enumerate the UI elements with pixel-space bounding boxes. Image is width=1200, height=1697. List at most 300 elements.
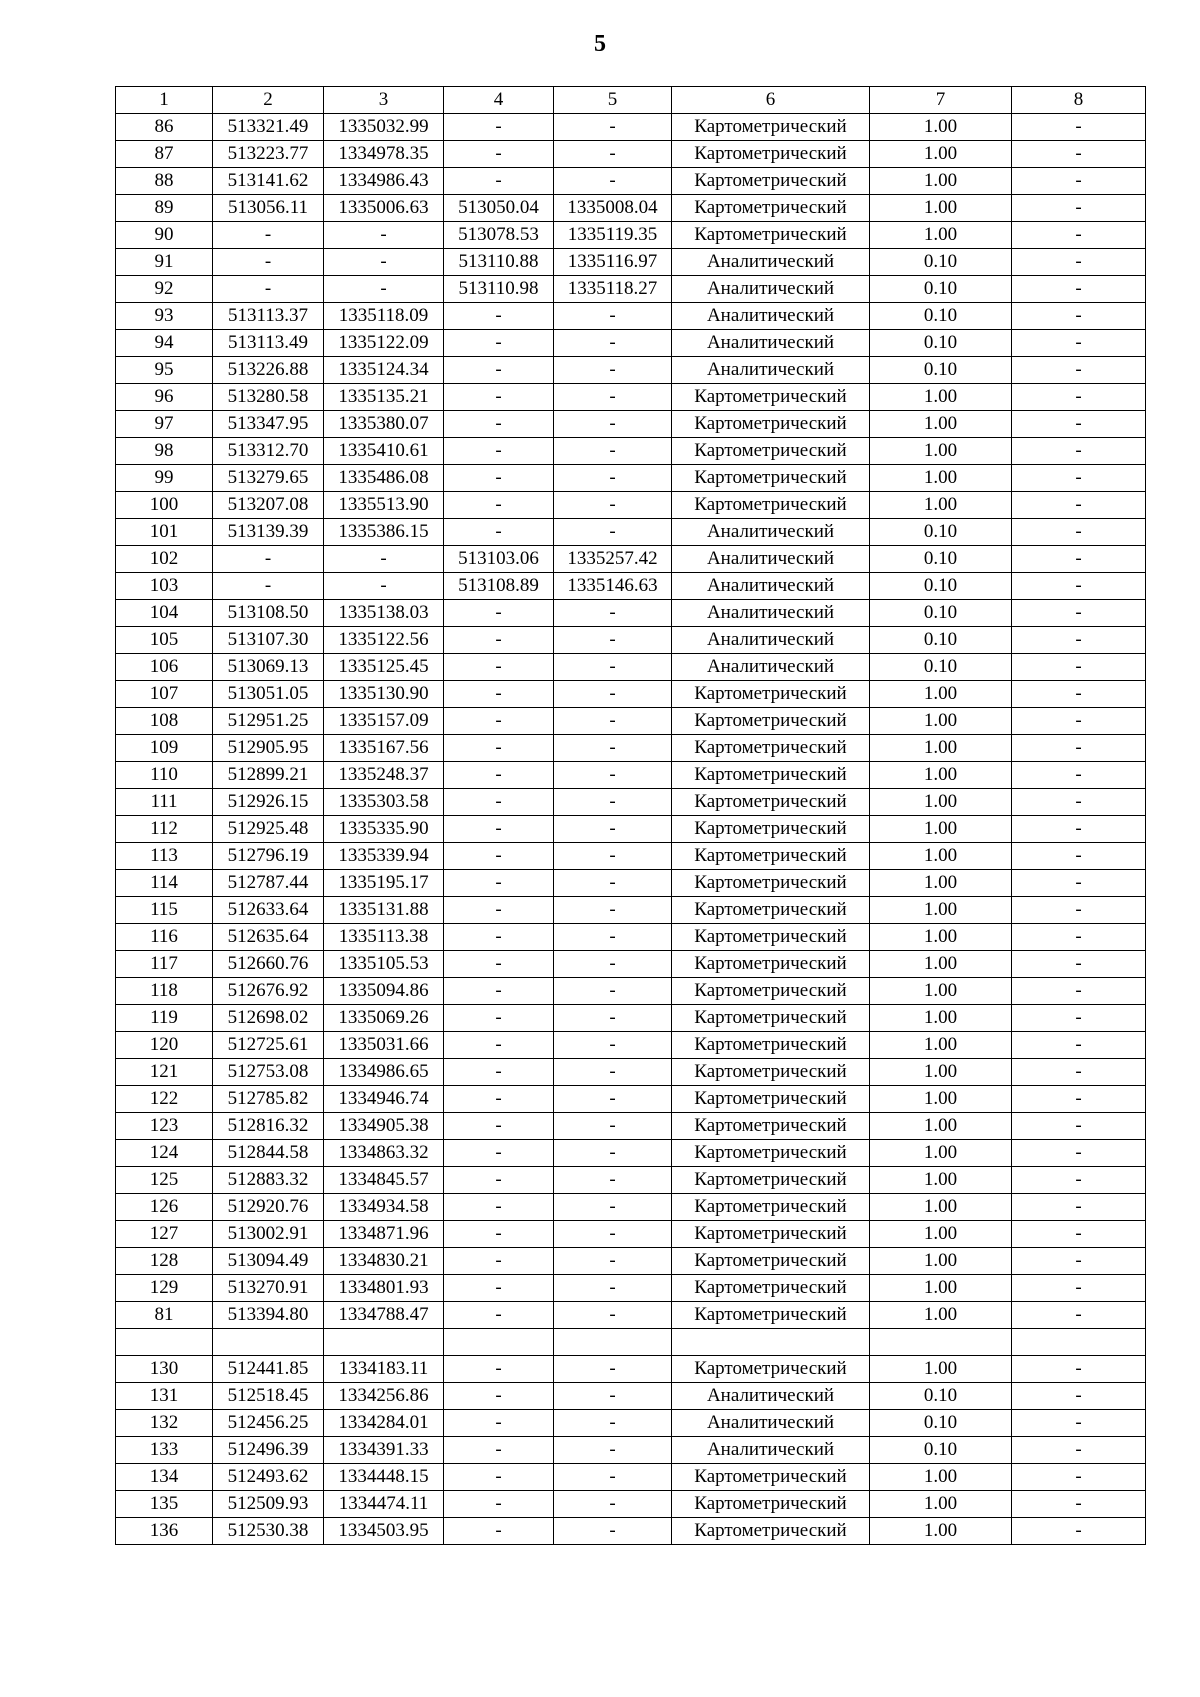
table-cell: 512633.64 [213,897,324,924]
table-cell: - [1012,924,1146,951]
table-row [116,654,1146,681]
table-cell: 1.00 [870,708,1012,735]
table-cell: 121 [116,1059,213,1086]
table-cell: 513113.49 [213,330,324,357]
table-cell: 1.00 [870,870,1012,897]
table-cell: 98 [116,438,213,465]
table-cell: 513312.70 [213,438,324,465]
table-cell: - [554,1275,672,1302]
table-cell [444,1329,554,1356]
table-cell: 97 [116,411,213,438]
table-cell: Аналитический [672,519,870,546]
table-row [116,1086,1146,1113]
table-cell: - [1012,222,1146,249]
table-cell: 129 [116,1275,213,1302]
table-cell: - [554,1491,672,1518]
table-cell: 1335119.35 [554,222,672,249]
table-cell: 0.10 [870,1410,1012,1437]
table-cell: 1335113.38 [324,924,444,951]
column-header: 1 [116,87,213,114]
table-cell: 106 [116,654,213,681]
table-cell: 512925.48 [213,816,324,843]
table-cell: 1335257.42 [554,546,672,573]
table-cell: - [554,1194,672,1221]
table-cell: 1334845.57 [324,1167,444,1194]
table-cell: Аналитический [672,276,870,303]
table-cell: - [444,681,554,708]
table-cell: 513270.91 [213,1275,324,1302]
table-cell: 119 [116,1005,213,1032]
table-row [116,843,1146,870]
table-cell: 1.00 [870,1356,1012,1383]
table-cell: 513223.77 [213,141,324,168]
table-cell: 513394.80 [213,1302,324,1329]
table-row [116,1032,1146,1059]
table-cell: Картометрический [672,168,870,195]
table-cell: 1.00 [870,1005,1012,1032]
table-cell: - [554,789,672,816]
table-cell: 1.00 [870,411,1012,438]
column-header: 8 [1012,87,1146,114]
table-cell: - [554,843,672,870]
table-row [116,789,1146,816]
table-cell: - [444,600,554,627]
table-cell: - [1012,1248,1146,1275]
table-cell: - [1012,1086,1146,1113]
column-header: 4 [444,87,554,114]
table-cell: - [444,1221,554,1248]
table-cell: - [1012,789,1146,816]
table-cell: 1335032.99 [324,114,444,141]
table-cell: - [1012,951,1146,978]
table-cell: 87 [116,141,213,168]
table-cell: - [1012,1113,1146,1140]
table-cell: 0.10 [870,357,1012,384]
table-cell: 1.00 [870,843,1012,870]
table-cell: Картометрический [672,492,870,519]
table-cell: - [1012,492,1146,519]
table-row [116,492,1146,519]
table-cell: - [554,1059,672,1086]
table-cell: - [1012,1410,1146,1437]
table-cell: 513108.50 [213,600,324,627]
table-cell: Картометрический [672,816,870,843]
table-cell: 132 [116,1410,213,1437]
table-cell [870,1329,1012,1356]
table-cell: - [444,1491,554,1518]
table-cell: - [444,924,554,951]
table-cell: - [554,141,672,168]
table-cell: Аналитический [672,1410,870,1437]
table-cell: - [444,303,554,330]
table-cell: - [1012,168,1146,195]
table-cell: Картометрический [672,1356,870,1383]
table-cell: 124 [116,1140,213,1167]
table-cell: 1335006.63 [324,195,444,222]
table-cell: Аналитический [672,1383,870,1410]
table-cell: 1335118.27 [554,276,672,303]
table-cell: - [1012,735,1146,762]
table-cell: - [554,1167,672,1194]
table-cell: - [213,546,324,573]
table-cell: - [444,1113,554,1140]
table-cell [213,1329,324,1356]
table-cell: 0.10 [870,573,1012,600]
table-row [116,735,1146,762]
table-cell: 1.00 [870,1113,1012,1140]
table-cell: 100 [116,492,213,519]
table-cell: 1334946.74 [324,1086,444,1113]
table-cell: 513321.49 [213,114,324,141]
table-cell [672,1329,870,1356]
table-cell: 1.00 [870,789,1012,816]
table-row [116,1410,1146,1437]
table-row [116,519,1146,546]
table-cell: 1335339.94 [324,843,444,870]
table-cell: - [1012,897,1146,924]
table-cell: 1335125.45 [324,654,444,681]
table-cell: Аналитический [672,600,870,627]
table-cell: - [1012,546,1146,573]
table-cell: Аналитический [672,330,870,357]
table-cell: 1.00 [870,168,1012,195]
table-cell: 513103.06 [444,546,554,573]
table-row [116,1302,1146,1329]
table-cell: - [554,1221,672,1248]
table-cell: 1334863.32 [324,1140,444,1167]
column-header: 5 [554,87,672,114]
table-cell: 512518.45 [213,1383,324,1410]
table-cell: - [554,1140,672,1167]
table-cell: 122 [116,1086,213,1113]
table-cell: - [1012,1005,1146,1032]
column-header: 2 [213,87,324,114]
table-row [116,870,1146,897]
table-cell: - [1012,978,1146,1005]
table-cell: 1.00 [870,195,1012,222]
table-cell: 1334934.58 [324,1194,444,1221]
table-cell: 513108.89 [444,573,554,600]
table-cell: 0.10 [870,276,1012,303]
table-cell: - [1012,465,1146,492]
table-cell: 1334788.47 [324,1302,444,1329]
table-cell: 105 [116,627,213,654]
table-cell: 112 [116,816,213,843]
table-cell: Аналитический [672,357,870,384]
table-cell: Картометрический [672,1491,870,1518]
table-cell: Картометрический [672,1086,870,1113]
table-cell: Картометрический [672,114,870,141]
table-cell: - [1012,1275,1146,1302]
table-cell: Картометрический [672,384,870,411]
table-cell: Аналитический [672,303,870,330]
table-cell: - [1012,1140,1146,1167]
table-cell: 1.00 [870,1248,1012,1275]
table-cell: - [554,330,672,357]
table-cell: 513139.39 [213,519,324,546]
table-cell: Картометрический [672,870,870,897]
table-cell: 1335094.86 [324,978,444,1005]
table-cell: 90 [116,222,213,249]
table-cell: - [1012,1059,1146,1086]
coordinates-table [115,86,1146,1545]
table-cell: - [554,762,672,789]
table-cell: - [444,519,554,546]
table-cell: - [1012,1194,1146,1221]
table-cell: 513141.62 [213,168,324,195]
table-cell: - [1012,1167,1146,1194]
table-row [116,1248,1146,1275]
table-cell: Картометрический [672,1005,870,1032]
table-cell: - [213,222,324,249]
table-cell: 0.10 [870,600,1012,627]
table-cell: 512883.32 [213,1167,324,1194]
table-cell: - [444,1059,554,1086]
table-cell: 1334284.01 [324,1410,444,1437]
table-cell: 1335135.21 [324,384,444,411]
table-cell: 1335008.04 [554,195,672,222]
table-cell: 135 [116,1491,213,1518]
table-cell: Аналитический [672,546,870,573]
table-cell: 1.00 [870,897,1012,924]
table-cell: 512441.85 [213,1356,324,1383]
table-cell: 512951.25 [213,708,324,735]
table-cell: - [554,627,672,654]
table-cell: 1.00 [870,816,1012,843]
table-cell: Картометрический [672,1059,870,1086]
table-cell: - [444,1167,554,1194]
table-row [116,303,1146,330]
table-cell: 1335335.90 [324,816,444,843]
table-cell: - [213,249,324,276]
table-cell: Картометрический [672,1275,870,1302]
table-cell: 1335130.90 [324,681,444,708]
table-cell: - [1012,357,1146,384]
table-cell: 512676.92 [213,978,324,1005]
table-cell: - [444,1464,554,1491]
table-cell: Картометрический [672,1248,870,1275]
table-row [116,573,1146,600]
table-cell: 110 [116,762,213,789]
table-cell: - [1012,411,1146,438]
table-cell: - [444,1518,554,1545]
table-cell: - [1012,573,1146,600]
table-cell: - [554,1032,672,1059]
table-row [116,1167,1146,1194]
table-cell: 512787.44 [213,870,324,897]
table-cell: - [444,762,554,789]
table-cell: - [213,276,324,303]
table-cell: 1335513.90 [324,492,444,519]
table-cell: - [444,897,554,924]
table-cell: 1335195.17 [324,870,444,897]
table-cell: 513078.53 [444,222,554,249]
table-cell: 1.00 [870,465,1012,492]
table-cell [1012,1329,1146,1356]
table-cell: Картометрический [672,924,870,951]
table-row [116,1329,1146,1356]
table-cell: - [1012,1491,1146,1518]
table-cell: 1334474.11 [324,1491,444,1518]
table-cell: - [554,114,672,141]
table-cell: Картометрический [672,708,870,735]
table-row [116,978,1146,1005]
table-row [116,114,1146,141]
table-cell: - [444,114,554,141]
table-row [116,627,1146,654]
table-cell: 512844.58 [213,1140,324,1167]
table-cell: Картометрический [672,195,870,222]
table-cell: - [444,438,554,465]
table-row [116,1194,1146,1221]
table-cell: - [554,600,672,627]
column-header: 6 [672,87,870,114]
table-cell: - [554,384,672,411]
table-cell: - [444,1302,554,1329]
table-row [116,1518,1146,1545]
table-cell: - [444,141,554,168]
table-cell: 89 [116,195,213,222]
table-cell: 109 [116,735,213,762]
table-cell: 0.10 [870,519,1012,546]
table-cell: Картометрический [672,1518,870,1545]
table-cell: - [554,519,672,546]
table-cell: 513207.08 [213,492,324,519]
table-cell: 1.00 [870,438,1012,465]
table-cell: - [554,735,672,762]
table-cell: - [444,330,554,357]
table-cell: 513069.13 [213,654,324,681]
table-cell: 125 [116,1167,213,1194]
table-cell: 1335303.58 [324,789,444,816]
table-row [116,924,1146,951]
table-cell [324,1329,444,1356]
table-cell: - [444,1383,554,1410]
table-cell: 512725.61 [213,1032,324,1059]
table-cell: - [1012,1302,1146,1329]
table-cell: - [444,708,554,735]
table-cell: 1.00 [870,1059,1012,1086]
table-cell: Картометрический [672,681,870,708]
table-cell: - [554,411,672,438]
table-cell: - [1012,1356,1146,1383]
table-cell: - [1012,654,1146,681]
table-row [116,384,1146,411]
table-cell: - [1012,114,1146,141]
table-cell: - [1012,330,1146,357]
table-cell: Картометрический [672,1221,870,1248]
table-cell: 512493.62 [213,1464,324,1491]
table-cell: 1335386.15 [324,519,444,546]
table-row [116,1113,1146,1140]
table-cell: - [444,1194,554,1221]
table-cell: 1334391.33 [324,1437,444,1464]
table-cell: 0.10 [870,627,1012,654]
table-cell: 513113.37 [213,303,324,330]
table-cell: Картометрический [672,789,870,816]
table-cell: - [1012,1464,1146,1491]
table-cell: 93 [116,303,213,330]
table-cell: 117 [116,951,213,978]
table-cell: 1.00 [870,681,1012,708]
table-cell: 92 [116,276,213,303]
table-row [116,1383,1146,1410]
table-cell: - [1012,843,1146,870]
table-cell: 0.10 [870,654,1012,681]
table-cell: 512660.76 [213,951,324,978]
table-cell: 512753.08 [213,1059,324,1086]
table-cell: Картометрический [672,762,870,789]
table-cell: 1.00 [870,1464,1012,1491]
table-cell: - [1012,708,1146,735]
table-cell: 1335410.61 [324,438,444,465]
table-row [116,762,1146,789]
table-cell: 513002.91 [213,1221,324,1248]
table-cell: - [554,1518,672,1545]
table-cell: - [554,1302,672,1329]
table-cell: 512816.32 [213,1113,324,1140]
table-cell: 1335124.34 [324,357,444,384]
table-cell: - [324,573,444,600]
table-cell: 91 [116,249,213,276]
table-cell: - [444,357,554,384]
table-cell: - [1012,438,1146,465]
column-header: 3 [324,87,444,114]
table-row [116,276,1146,303]
table-cell: Картометрический [672,438,870,465]
table-cell: Аналитический [672,249,870,276]
table-cell: 126 [116,1194,213,1221]
table-cell: - [1012,1437,1146,1464]
table-cell: 512796.19 [213,843,324,870]
table-cell: - [1012,141,1146,168]
table-cell: 1335118.09 [324,303,444,330]
table-cell: Картометрический [672,735,870,762]
table-cell: 114 [116,870,213,897]
table-cell: - [324,546,444,573]
table-cell: - [444,1437,554,1464]
table-cell: - [444,1275,554,1302]
table-cell: - [1012,276,1146,303]
table-cell: 1334801.93 [324,1275,444,1302]
table-cell: 99 [116,465,213,492]
table-row [116,1275,1146,1302]
table-cell: Картометрический [672,951,870,978]
table-cell: 118 [116,978,213,1005]
table-cell: - [1012,384,1146,411]
table-cell: 1.00 [870,1221,1012,1248]
table-row [116,411,1146,438]
table-cell: 512905.95 [213,735,324,762]
table-row [116,438,1146,465]
table-row [116,357,1146,384]
table-row [116,249,1146,276]
table-cell: - [554,1410,672,1437]
table-cell: 512926.15 [213,789,324,816]
table-cell: 512698.02 [213,1005,324,1032]
table-cell: 0.10 [870,546,1012,573]
table-cell: - [1012,195,1146,222]
table-cell: - [444,1248,554,1275]
table-cell: - [554,870,672,897]
table-cell: - [1012,870,1146,897]
table-cell: - [324,222,444,249]
table-row [116,1140,1146,1167]
table-cell: 94 [116,330,213,357]
table-cell: 1.00 [870,1275,1012,1302]
table-cell: 102 [116,546,213,573]
table-row [116,330,1146,357]
